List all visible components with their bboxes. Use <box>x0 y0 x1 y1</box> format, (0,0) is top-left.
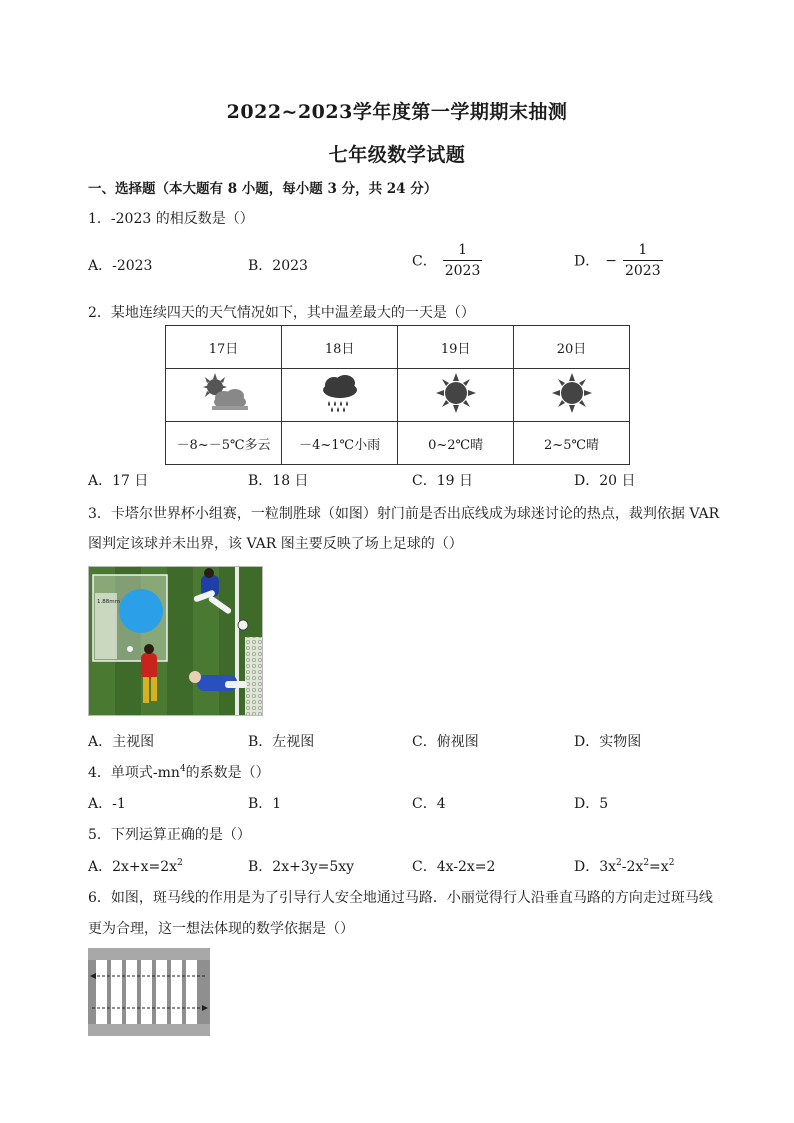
temp-cell: －8~－5℃多云 <box>166 422 282 465</box>
zebra-crossing-figure <box>88 948 210 1036</box>
weather-day-row <box>166 326 630 369</box>
q2-option-d: D．20 日 <box>574 473 636 489</box>
q1-d-numerator: 1 <box>638 242 648 258</box>
q4-option-d: D．5 <box>574 796 609 812</box>
temp-cell: 0~2℃晴 <box>398 422 514 465</box>
q3-option-b: B．左视图 <box>248 734 315 750</box>
q5-stem: 5．下列运算正确的是（） <box>88 827 251 843</box>
q1-d-denominator: 2023 <box>623 260 663 279</box>
q1-c-numerator: 1 <box>458 242 467 258</box>
q5-option-d <box>574 856 674 876</box>
q4-stem-exponent: 4 <box>179 764 186 774</box>
day-cell: 18日 <box>282 326 398 369</box>
temp-cell: －4~1℃小雨 <box>282 422 398 465</box>
q2-stem: 2．某地连续四天的天气情况如下，其中温差最大的一天是（） <box>88 305 475 321</box>
q1-c-denominator: 2023 <box>443 260 483 279</box>
q6-stem-line1: 6．如图，斑马线的作用是为了引导行人安全地通过马路．小丽觉得行人沿垂直马路的方向走过斑马线 <box>88 890 713 906</box>
q4-stem <box>88 762 270 782</box>
q5-option-b: B．2x+3y=5xy <box>248 859 355 875</box>
var-photo <box>88 566 263 716</box>
rain-cloud-icon <box>314 372 366 414</box>
q1-stem: 1．-2023 的相反数是（） <box>88 211 254 227</box>
section-heading: 一、选择题（本大题有 8 小题，每小题 3 分，共 24 分） <box>88 181 438 197</box>
day-cell: 19日 <box>398 326 514 369</box>
q3-option-c: C．俯视图 <box>412 734 479 750</box>
icon-cell <box>166 369 282 422</box>
day-cell: 17日 <box>166 326 282 369</box>
zebra-crossing-illustration <box>88 948 210 1036</box>
day-cell: 20日 <box>514 326 630 369</box>
q4-stem-pre: 4．单项式-mn <box>88 765 180 781</box>
q5-d-text1: D．3x <box>574 859 617 875</box>
q5-option-a <box>88 856 183 876</box>
q4-option-c: C．4 <box>412 796 446 812</box>
q4-option-a: A．-1 <box>88 796 126 812</box>
q1-option-c-fraction <box>443 242 483 279</box>
q1-option-d-label: D． <box>574 253 600 270</box>
exam-subtitle: 七年级数学试题 <box>328 144 466 166</box>
q1-option-c-label: C． <box>412 253 437 270</box>
q3-stem-line2: 图判定该球并未出界，该 VAR 图主要反映了场上足球的（） <box>88 536 463 552</box>
icon-cell <box>282 369 398 422</box>
q1-option-d <box>574 242 663 279</box>
q1-option-a: A．-2023 <box>88 258 153 274</box>
q3-option-d: D．实物图 <box>574 734 642 750</box>
q6-stem-line2: 更为合理，这一想法体现的数学依据是（） <box>88 921 354 937</box>
q5-d-exponent1: 2 <box>616 858 622 868</box>
q5-d-exponent3: 2 <box>668 858 675 868</box>
q5-d-text2: -2x <box>621 859 644 875</box>
icon-cell <box>514 369 630 422</box>
q1-d-minus: − <box>605 252 617 269</box>
weather-icon-row <box>166 369 630 422</box>
sun-icon <box>551 372 593 414</box>
q2-option-c: C．19 日 <box>412 473 473 489</box>
q5-d-exponent2: 2 <box>643 858 650 868</box>
q2-option-a: A．17 日 <box>88 473 149 489</box>
temp-cell: 2~5℃晴 <box>514 422 630 465</box>
icon-cell <box>398 369 514 422</box>
q5-a-text: A．2x+x=2x <box>88 859 178 875</box>
q5-a-exponent: 2 <box>177 858 183 868</box>
sun-icon <box>435 372 477 414</box>
q1-option-b: B．2023 <box>248 258 308 274</box>
q5-d-text3: =x <box>649 859 669 875</box>
q5-option-c: C．4x-2x=2 <box>412 859 496 875</box>
weather-temp-row <box>166 422 630 465</box>
q4-stem-post: 的系数是（） <box>185 765 270 781</box>
exam-title: 2022~2023学年度第一学期期末抽测 <box>226 101 568 123</box>
q3-stem-line1: 3．卡塔尔世界杯小组赛，一粒制胜球（如图）射门前是否出底线成为球迷讨论的热点，裁判依据 VAR <box>88 506 720 522</box>
q1-option-c <box>412 242 482 279</box>
q4-option-b: B．1 <box>248 796 282 812</box>
var-measure-label: 1.88mm <box>97 599 120 605</box>
partly-cloudy-icon <box>198 372 250 414</box>
var-photo-illustration <box>89 567 262 715</box>
q2-option-b: B．18 日 <box>248 473 309 489</box>
weather-table <box>165 325 630 465</box>
q1-option-d-fraction <box>623 242 663 279</box>
q3-option-a: A．主视图 <box>88 734 155 750</box>
